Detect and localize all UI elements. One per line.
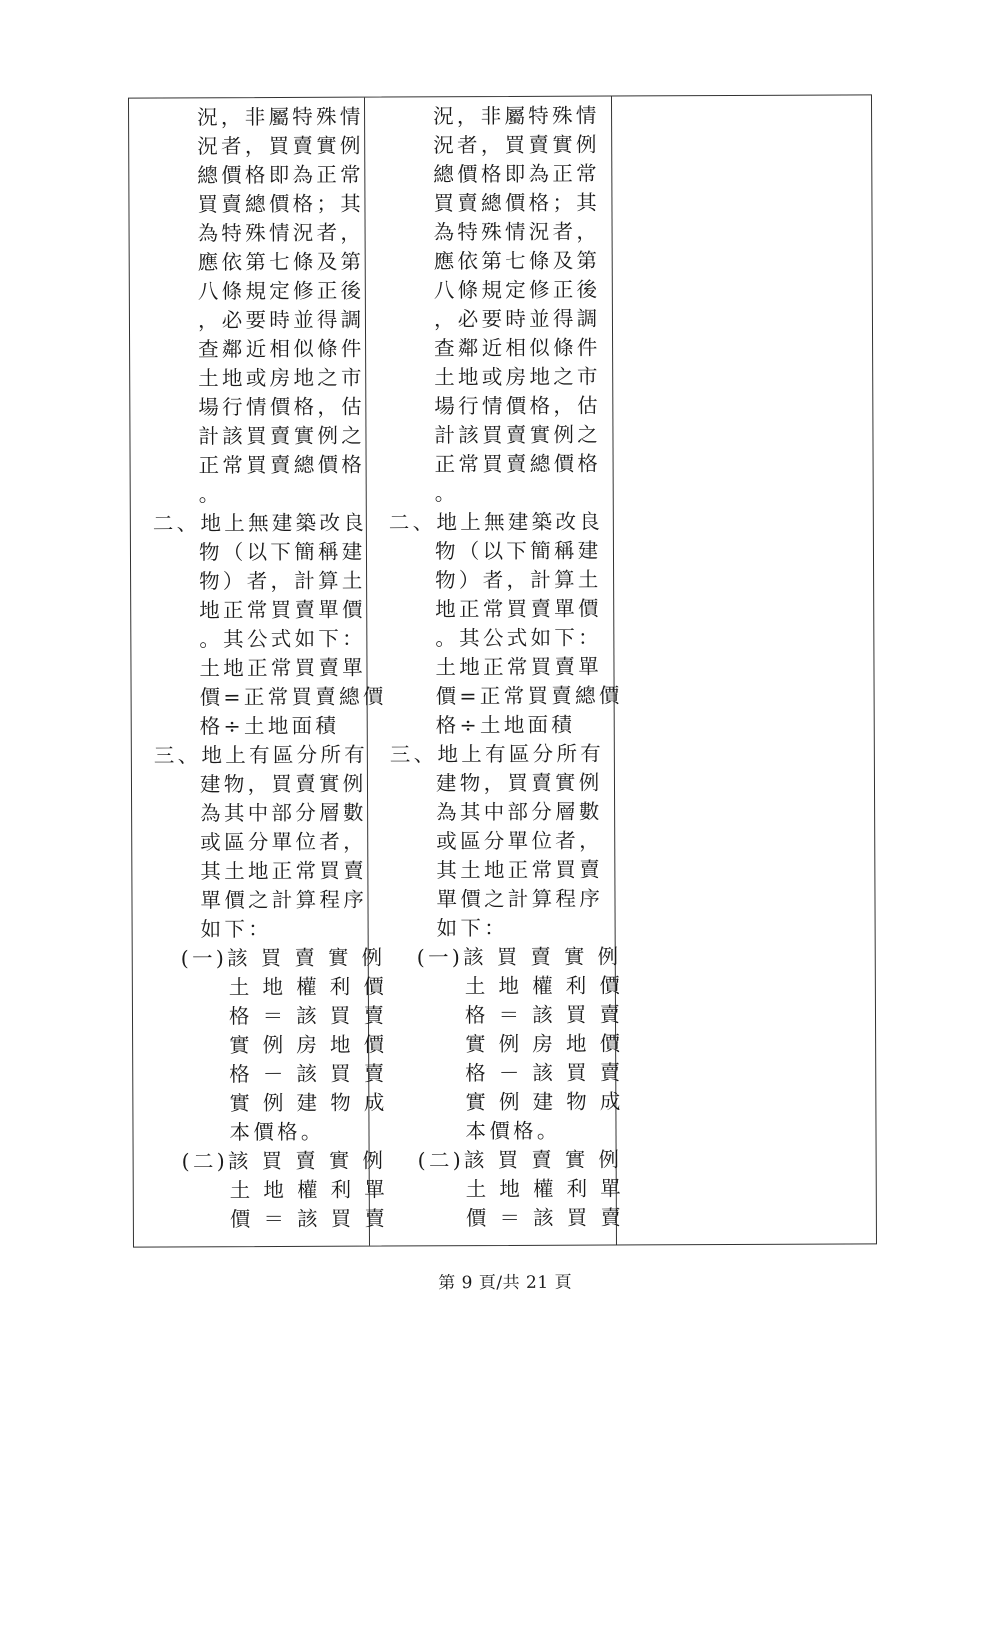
page-number: 第 9 頁/共 21 頁 [438,1272,573,1294]
text-line: 查鄰近相似條件 [198,336,365,362]
text-line: 查鄰近相似條件 [434,335,601,361]
text-line: 況，非屬特殊情 [197,104,364,130]
text-line: 價=正常買賣總價 [435,683,623,709]
text-line: 。 [198,482,223,507]
text-line: 計該買賣實例之 [198,423,366,449]
text-line: 應依第七條及第 [197,249,365,275]
text-line: ，必要時並得調 [433,306,601,332]
text-line: 。 [434,481,459,506]
text-line: 本價格。 [465,1118,561,1144]
text-line: 為其中部分層數 [200,800,367,826]
text-line: 價 ＝ 該 買 賣 [465,1205,625,1231]
text-line: 況者，買賣實例 [433,132,600,158]
text-line: 格 ＝ 該 買 賣 [464,1002,624,1028]
text-line: 八條規定修正後 [197,278,365,304]
text-line: 或區分單位者， [436,828,603,854]
text-line: ，必要時並得調 [197,307,365,333]
text-line: 實 例 建 物 成 [465,1089,624,1115]
notes-column [612,95,876,1244]
text-line: 土 地 權 利 價 [228,974,388,1000]
right-column [365,97,625,1246]
text-line: 三、地上有區分所有 [389,741,605,767]
text-line: 計該買賣實例之 [434,422,602,448]
text-line: 地正常買賣單價 [435,596,602,622]
text-line: 地正常買賣單價 [199,597,366,623]
text-line: 格 ＝ 該 買 賣 [228,1003,388,1029]
text-line: 實 例 建 物 成 [229,1090,388,1116]
text-line: 。其公式如下： [199,626,367,652]
text-line: 總價格即為正常 [197,162,364,188]
text-line: 價=正常買賣總價 [199,684,387,710]
text-line: 土 地 權 利 單 [229,1177,389,1203]
text-line: 單價之計算程序 [200,887,368,913]
text-line: 。其公式如下： [435,625,603,651]
text-line: 其土地正常買賣 [436,857,604,883]
text-line: (一)該 買 賣 實 例 [180,945,386,971]
text-line: 物）者，計算土 [199,568,366,594]
text-line: 二、地上無建築改良 [388,509,604,535]
text-line: 格 － 該 買 賣 [229,1061,388,1087]
text-line: 為特殊情況者， [433,219,601,245]
text-line: 格÷土地面積 [435,712,576,738]
text-line: 物（以下簡稱建 [434,538,602,564]
text-line: 況者，買賣實例 [197,133,364,159]
text-line: 如下： [200,917,273,942]
text-line: 應依第七條及第 [433,248,601,274]
text-line: (二)該 買 賣 實 例 [417,1147,623,1173]
text-line: 實 例 房 地 價 [465,1031,624,1057]
text-line: 格 － 該 買 賣 [465,1060,624,1086]
text-line: 價 ＝ 該 買 賣 [229,1206,389,1232]
text-line: 土地或房地之市 [434,364,601,390]
text-line: 或區分單位者， [200,829,367,855]
text-line: 實 例 房 地 價 [229,1032,388,1058]
text-line: 正常買賣總價格 [434,451,602,477]
text-line: 土地正常買賣單 [199,655,367,681]
text-line: 格÷土地面積 [199,713,340,739]
text-line: 場行情價格，估 [434,393,601,419]
text-line: 物）者，計算土 [435,567,602,593]
text-line: 買賣總價格；其 [433,190,601,216]
text-line: 土 地 權 利 價 [464,973,624,999]
text-line: 其土地正常買賣 [200,858,368,884]
text-line: 總價格即為正常 [433,161,600,187]
text-line: 如下： [436,915,509,941]
text-line: 建物，買賣實例 [199,771,367,797]
text-line: 土 地 權 利 單 [465,1176,625,1202]
text-line: 本價格。 [229,1119,325,1145]
text-line: 土地正常買賣單 [435,654,603,680]
text-line: 建物，買賣實例 [435,770,603,796]
text-line: 二、地上無建築改良 [152,510,368,536]
left-column [129,98,389,1247]
text-line: 況，非屬特殊情 [433,103,600,129]
text-line: 單價之計算程序 [436,886,604,912]
text-line: 土地或房地之市 [198,365,365,391]
comparison-table [128,94,877,1247]
text-line: 為其中部分層數 [436,799,603,825]
text-line: 八條規定修正後 [433,277,601,303]
text-line: 物（以下簡稱建 [198,539,366,565]
text-line: 買賣總價格；其 [197,191,365,217]
text-line: (一)該 買 賣 實 例 [416,944,622,970]
text-line: 場行情價格，估 [198,394,365,420]
text-line: 為特殊情況者， [197,220,365,246]
text-line: 正常買賣總價格 [198,452,366,478]
text-line: (二)該 買 賣 實 例 [181,1148,387,1174]
text-line: 三、地上有區分所有 [153,742,369,768]
